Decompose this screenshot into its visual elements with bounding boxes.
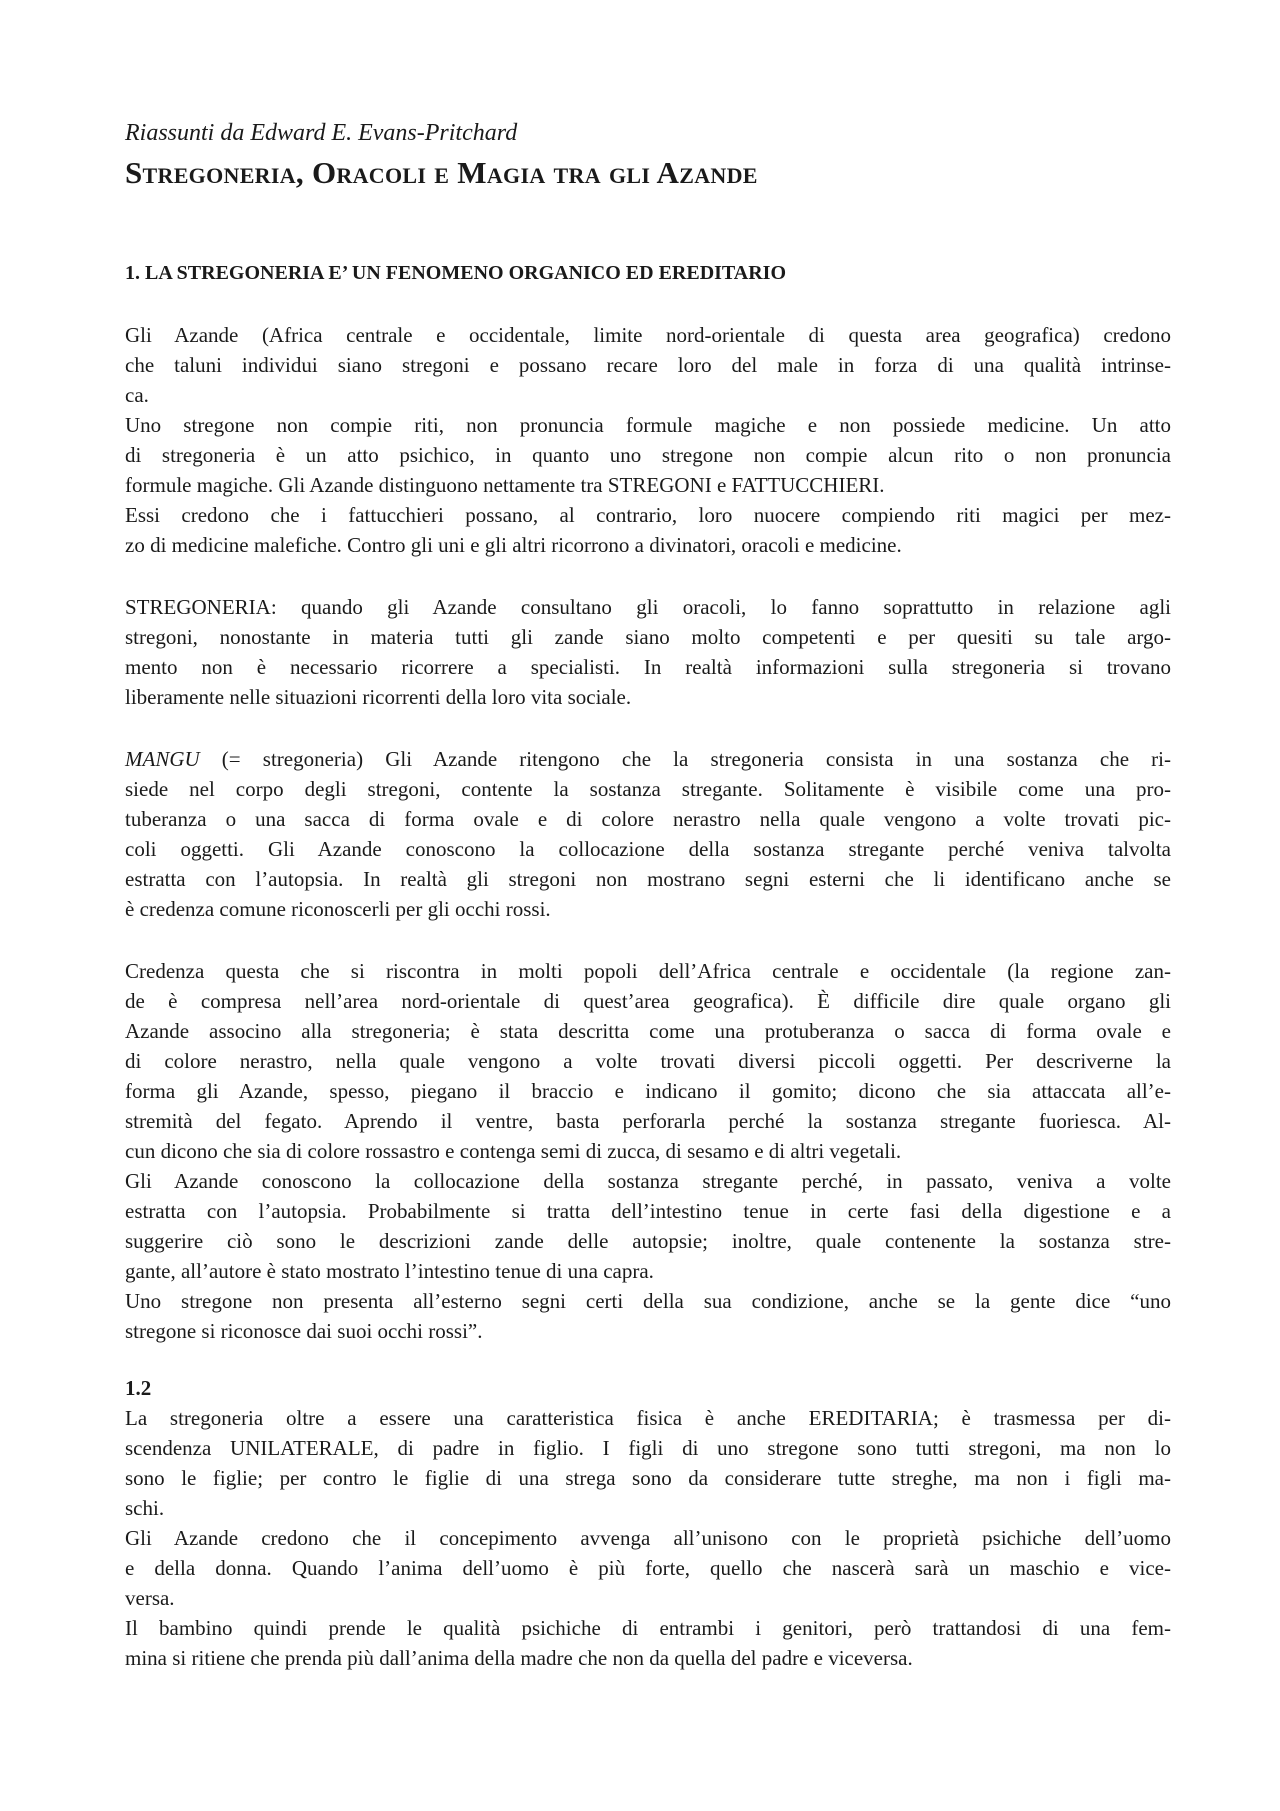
text-line: liberamente nelle situazioni ricorrenti della loro vita sociale. (125, 685, 632, 709)
text-line: Essi credono che i fattucchieri possano, al contrario, loro nuocere compiendo riti magici per mez- (125, 503, 1171, 527)
text-line: Il bambino quindi prende le qualità psichiche di entrambi i genitori, però trattandosi di una fem- (125, 1616, 1171, 1640)
text-line: che taluni individui siano stregoni e possano recare loro del male in forza di una qualità intrinse- (125, 353, 1171, 377)
text-line: e della donna. Quando l’anima dell’uomo è più forte, quello che nascerà sarà un maschio e vice- (125, 1556, 1171, 1580)
text-line: Gli Azande credono che il concepimento avvenga all’unisono con le proprietà psichiche dell’uomo (125, 1526, 1171, 1550)
text-line: scendenza UNILATERALE, di padre in figlio. I figli di uno stregone sono tutti stregoni, ma non lo (125, 1436, 1171, 1460)
text-line: cun dicono che sia di colore rossastro e contenga semi di zucca, di sesamo e di altri vegetali. (125, 1139, 902, 1163)
document-title: Stregoneria, Oracoli e Magia tra gli Azande (125, 155, 758, 190)
text-line: Uno stregone non presenta all’esterno segni certi della sua condizione, anche se la gente dice “uno (125, 1289, 1171, 1313)
author-line: Riassunti da Edward E. Evans-Pritchard (125, 120, 518, 146)
paragraph (125, 320, 1171, 560)
paragraph (125, 956, 1171, 1346)
text-line: Credenza questa che si riscontra in molti popoli dell’Africa centrale e occidentale (la regione zan- (125, 959, 1171, 983)
text-line: Gli Azande (Africa centrale e occidentale, limite nord-orientale di questa area geografica) credono (125, 323, 1171, 347)
text-line: tuberanza o una sacca di forma ovale e di colore nerastro nella quale vengono a volte trovati pic- (125, 807, 1171, 831)
text-line: mento non è necessario ricorrere a specialisti. In realtà informazioni sulla stregoneria si trovano (125, 655, 1171, 679)
text-line: formule magiche. Gli Azande distinguono nettamente tra STREGONI e FATTUCCHIERI. (125, 473, 885, 497)
text-line: gante, all’autore è stato mostrato l’intestino tenue di una capra. (125, 1259, 654, 1283)
text-line: suggerire ciò sono le descrizioni zande delle autopsie; inoltre, quale contenente la sostanza stre- (125, 1229, 1171, 1253)
text-line: Azande associno alla stregoneria; è stata descritta come una protuberanza o sacca di forma ovale e (125, 1019, 1171, 1043)
text-line: Gli Azande conoscono la collocazione della sostanza stregante perché, in passato, veniva a volte (125, 1169, 1171, 1193)
text-line: stremità del fegato. Aprendo il ventre, basta perforarla perché la sostanza stregante fuoriesca. Al- (125, 1109, 1171, 1133)
text-line: de è compresa nell’area nord-orientale di quest’area geografica). È difficile dire quale organo gli (125, 989, 1171, 1013)
text-line: sono le figlie; per contro le figlie di una strega sono da considerare tutte streghe, ma non i figli ma- (125, 1466, 1171, 1490)
paragraph (125, 592, 1171, 712)
text-line (125, 744, 1171, 774)
text-line: siede nel corpo degli stregoni, contente la sostanza stregante. Solitamente è visibile come una pro- (125, 777, 1171, 801)
text-line: stregoni, nonostante in materia tutti gli zande siano molto competenti e per quesiti su tale argo- (125, 625, 1171, 649)
text-line: La stregoneria oltre a essere una caratteristica fisica è anche EREDITARIA; è trasmessa per di- (125, 1406, 1171, 1430)
text-line: è credenza comune riconoscerli per gli occhi rossi. (125, 897, 551, 921)
document-body (125, 320, 1171, 1673)
text-line: estratta con l’autopsia. Probabilmente si tratta dell’intestino tenue in certe fasi della digestione e a (125, 1199, 1171, 1223)
text-line: STREGONERIA: quando gli Azande consultano gli oracoli, lo fanno soprattutto in relazione agli (125, 595, 1171, 619)
text-line: mina si ritiene che prenda più dall’anima della madre che non da quella del padre e viceversa. (125, 1646, 913, 1670)
subsection-heading: 1.2 (125, 1376, 152, 1400)
text-line: di stregoneria è un atto psichico, in quanto uno stregone non compie alcun rito o non pronuncia (125, 443, 1171, 467)
text-fragment: (= stregoneria) Gli Azande ritengono che la stregoneria consista in una sostanza che ri- (199, 747, 1171, 771)
paragraph-mangu (125, 744, 1171, 924)
text-line: versa. (125, 1586, 175, 1610)
text-line: ca. (125, 383, 149, 407)
term-mangu: MANGU (125, 747, 200, 771)
text-line: coli oggetti. Gli Azande conoscono la collocazione della sostanza stregante perché veniva talvolta (125, 837, 1171, 861)
section-heading: 1. LA STREGONERIA E’ UN FENOMENO ORGANICO ED EREDITARIO (125, 262, 787, 284)
text-line: Uno stregone non compie riti, non pronuncia formule magiche e non possiede medicine. Un atto (125, 413, 1171, 437)
text-line: estratta con l’autopsia. In realtà gli stregoni non mostrano segni esterni che li identificano anche se (125, 867, 1171, 891)
text-line: di colore nerastro, nella quale vengono a volte trovati diversi piccoli oggetti. Per descriverne la (125, 1049, 1171, 1073)
text-line: stregone si riconosce dai suoi occhi rossi”. (125, 1319, 483, 1343)
text-line: schi. (125, 1496, 165, 1520)
paragraph (125, 1403, 1171, 1673)
text-line: forma gli Azande, spesso, piegano il braccio e indicano il gomito; dicono che sia attaccata all’e- (125, 1079, 1171, 1103)
text-line: zo di medicine malefiche. Contro gli uni e gli altri ricorrono a divinatori, oracoli e medicine. (125, 533, 902, 557)
